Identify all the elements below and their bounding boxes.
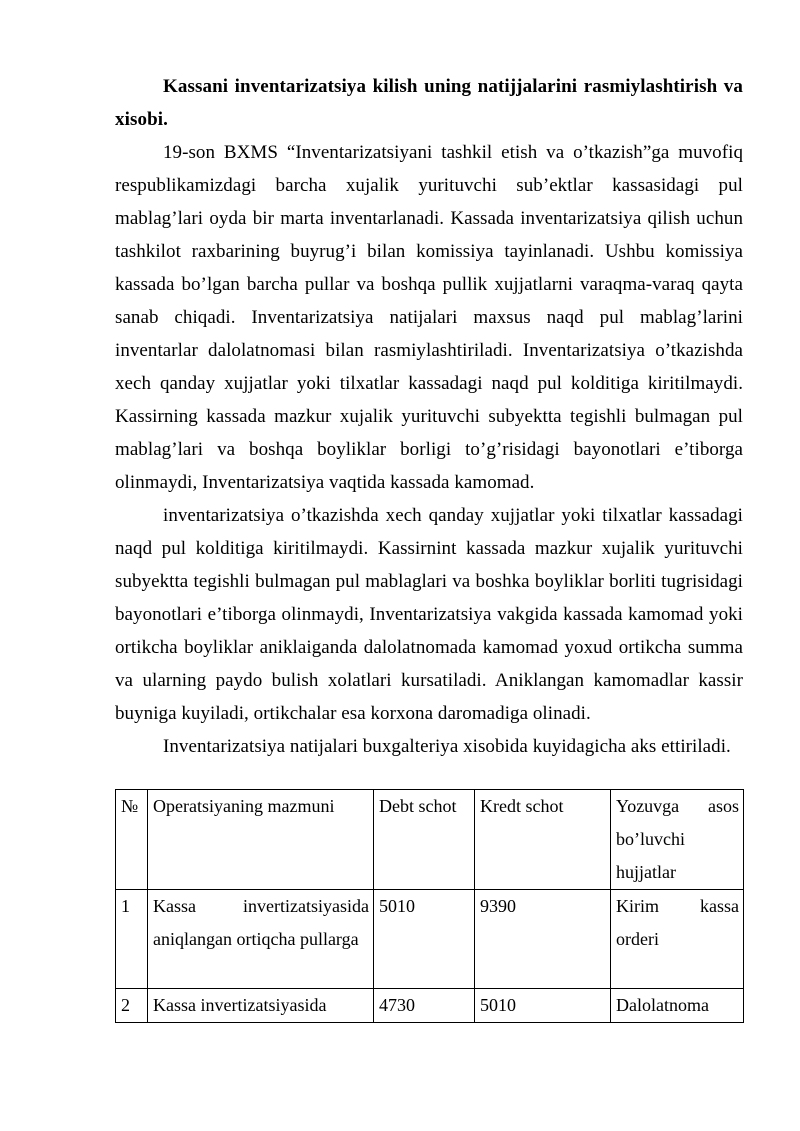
paragraph-3: Inventarizatsiya natijalari buxgalteriya xisobida kuyidagicha aks ettiriladi. — [163, 736, 731, 757]
table-spacer — [115, 763, 743, 789]
cell-credit-account: 5010 — [475, 989, 611, 1023]
cell-debit-account: 4730 — [374, 989, 475, 1023]
cell-credit-account: 9390 — [475, 890, 611, 989]
cell-supporting-documents: Kirim kassa orderi — [611, 890, 744, 989]
cell-number: 1 — [116, 890, 148, 989]
page-title: Kassani inventarizatsiya kilish uning natijjalarini rasmiylashtirish va xisobi. — [115, 76, 743, 130]
cell-supporting-documents: Dalolatnoma — [611, 989, 744, 1023]
header-cell-credit-account: Kredt schot — [475, 790, 611, 890]
header-cell-debit-account: Debt schot — [374, 790, 475, 890]
cell-description: Kassa invertizatsiyasida aniqlangan ortiqcha pullarga — [148, 890, 374, 989]
header-cell-number: № — [116, 790, 148, 890]
accounting-entries-table — [115, 789, 744, 1023]
paragraph-2: inventarizatsiya o’tkazishda xech qanday xujjatlar yoki tilxatlar kassadagi naqd pul kolditiga kiritilmaydi. Kassirnint kassada mazkur xujalik yurituvchi subyektta tegishli bulmagan pul mablaglari va boshka boyliklar borliti tugrisidagi bayonotlari e’tiborga olinmaydi, Inventarizatsiya vakgida kassada kamomad yoki ortikcha boyliklar aniklaiganda dalolatnomada kamomad yoxud ortikcha summa va ularning paydo bulish xolatlari kursatiladi. Aniklangan kamomadlar kassir buyniga kuyiladi, ortikchalar esa korxona daromadiga olinadi. — [115, 505, 743, 724]
cell-description: Kassa invertizatsiyasida — [148, 989, 374, 1023]
table-header-row — [116, 790, 744, 890]
paragraph-1: 19-son BXMS “Inventarizatsiyani tashkil etish va o’tkazish”ga muvofiq respublikamizdagi barcha xujalik yurituvchi sub’ektlar kassasidagi pul mablag’lari oyda bir marta inventarlanadi. Kassada inventarizatsiya qilish uchun tashkilot raxbarining buyrug’i bilan komissiya tayinlanadi. Ushbu komissiya kassada bo’lgan barcha pullar va boshqa pullik xujjatlarni varaqma-varaq qayta sanab chiqadi. Inventarizatsiya natijalari maxsus naqd pul mablag’larini inventarlar dalolatnomasi bilan rasmiylashtiriladi. Inventarizatsiya o’tkazishda xech qanday xujjatlar yoki tilxatlar kassadagi naqd pul kolditiga kiritilmaydi. Kassirning kassada mazkur xujalik yurituvchi subyektta tegishli bulmagan pul mablag’lari va boshqa boyliklar borligi to’g’risidagi bayonotlari e’tiborga olinmaydi, Inventarizatsiya vaqtida kassada kamomad. — [115, 142, 743, 493]
cell-number: 2 — [116, 989, 148, 1023]
header-cell-supporting-documents: Yozuvga asos bo’luvchi hujjatlar — [611, 790, 744, 890]
document-content — [115, 70, 743, 1023]
cell-debit-account: 5010 — [374, 890, 475, 989]
table-row — [116, 890, 744, 989]
header-cell-description: Operatsiyaning mazmuni — [148, 790, 374, 890]
table-row — [116, 989, 744, 1023]
